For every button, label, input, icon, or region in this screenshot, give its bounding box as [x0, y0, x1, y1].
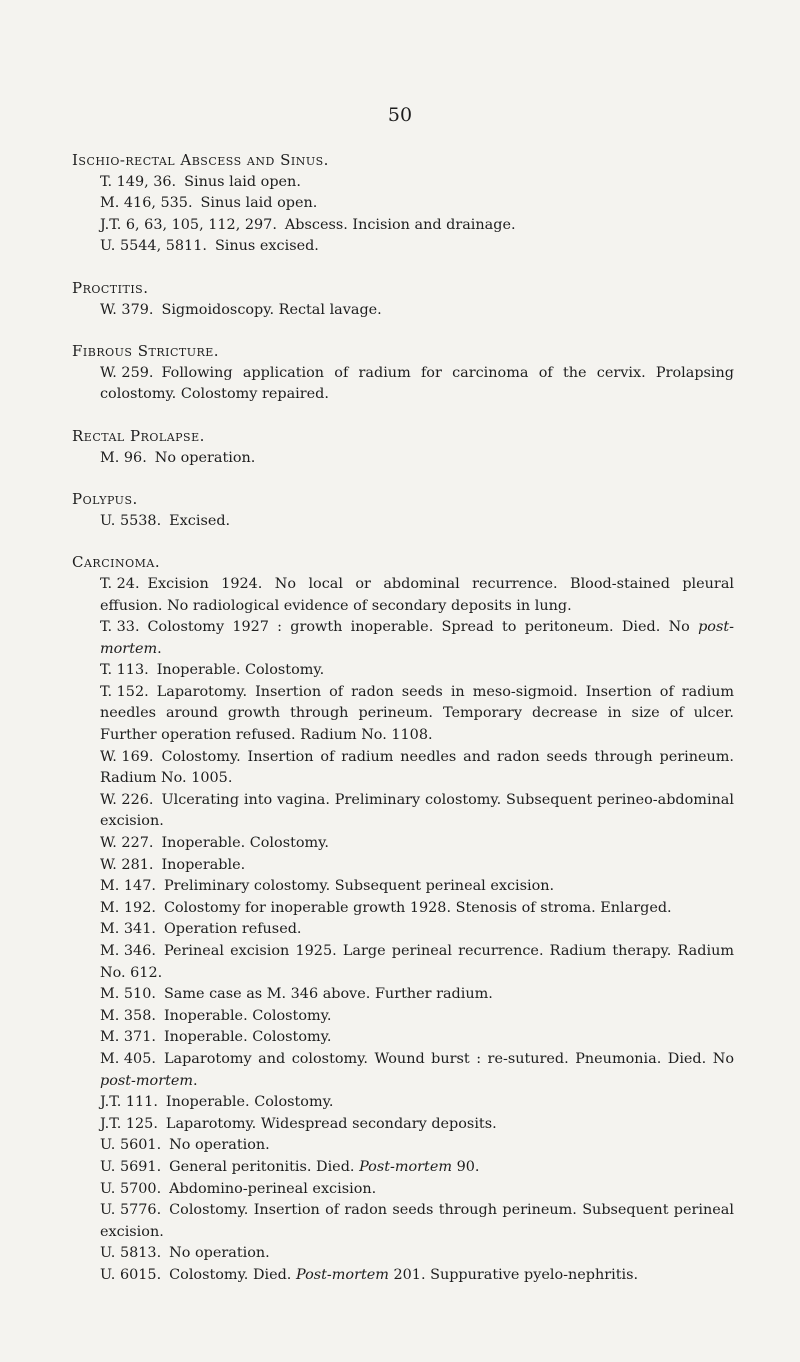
case-reference: T. 113. [100, 662, 149, 679]
section-heading: Fibrous Stricture. [72, 342, 220, 361]
case-reference: U. 5700. [100, 1180, 162, 1197]
case-entry [72, 1157, 734, 1179]
section-heading: Proctitis. [72, 278, 149, 297]
case-reference: U. 6015. [100, 1266, 162, 1283]
case-reference: M. 147. [100, 878, 156, 895]
case-notes: Sigmoidoscopy. Rectal lavage. [161, 301, 382, 318]
section [72, 278, 734, 321]
case-entry [72, 363, 734, 406]
case-notes: No operation. [169, 1137, 270, 1154]
case-entry [72, 984, 734, 1006]
case-entry [72, 747, 734, 790]
case-entry [72, 1049, 734, 1092]
section [72, 489, 734, 532]
case-entry [72, 1006, 734, 1028]
section-heading: Carcinoma. [72, 553, 161, 572]
case-notes: Sinus laid open. [200, 195, 318, 212]
case-notes: Abscess. Incision and drainage. [284, 216, 516, 233]
case-entry [72, 1265, 734, 1287]
case-entry [72, 1092, 734, 1114]
case-entry [72, 1179, 734, 1201]
case-entry [72, 876, 734, 898]
case-entry [72, 833, 734, 855]
case-reference: T. 24. [100, 575, 140, 592]
case-reference: M. 346. [100, 943, 156, 959]
section [72, 150, 734, 258]
case-entry [72, 941, 734, 984]
case-entry [72, 511, 734, 533]
case-notes: Inoperable. Colostomy. [165, 1094, 334, 1111]
case-entry [72, 855, 734, 877]
section [72, 552, 734, 1286]
case-entry [72, 1114, 734, 1136]
case-entry [72, 574, 734, 617]
case-reference: U. 5538. [100, 512, 162, 529]
case-notes: Sinus laid open. [184, 173, 301, 190]
case-reference: T. 152. [100, 683, 149, 700]
case-entry [72, 1135, 734, 1157]
case-reference: U. 5776. [100, 1202, 162, 1219]
case-reference: T. 149, 36. [100, 173, 177, 190]
case-reference: W. 169. [100, 748, 154, 765]
case-notes: Inoperable. Colostomy. [163, 1029, 332, 1046]
case-reference: U. 5544, 5811. [100, 238, 207, 255]
case-notes: Laparotomy. Insertion of radon seeds in meso-sigmoid. Insertion of radium needles around growth through perineum. Temporary decrease in size of ulcer. Further operation refused. Radium No. 1108. [100, 683, 734, 744]
case-notes: Same case as M. 346 above. Further radium. [163, 986, 493, 1003]
case-notes: Inoperable. Colostomy. [163, 1007, 332, 1024]
case-reference: T. 33. [100, 619, 140, 636]
case-entry [72, 172, 734, 194]
case-notes: No operation. [154, 449, 256, 466]
case-notes: Ulcerating into vagina. Preliminary colostomy. Subsequent perineo-abdominal excision. [100, 791, 734, 830]
section-heading: Rectal Prolapse. [72, 426, 205, 445]
case-entry [72, 660, 734, 682]
case-reference: J.T. 111. [100, 1094, 158, 1111]
case-reference: M. 510. [100, 986, 156, 1003]
case-notes: Operation refused. [163, 921, 302, 938]
section [72, 426, 734, 469]
case-reference: M. 416, 535. [100, 195, 193, 212]
case-entry [72, 1243, 734, 1265]
case-reference: U. 5691. [100, 1158, 162, 1175]
case-entry [72, 898, 734, 920]
case-notes: Preliminary colostomy. Subsequent perineal excision. [163, 878, 555, 895]
case-reference: M. 405. [100, 1050, 156, 1067]
case-reference: W. 281. [100, 856, 154, 873]
case-notes: Colostomy for inoperable growth 1928. Stenosis of stroma. Enlarged. [163, 899, 672, 916]
case-reference: M. 341. [100, 921, 156, 938]
case-reference: M. 192. [100, 899, 156, 916]
case-entry [72, 919, 734, 941]
section-heading: Polypus. [72, 490, 138, 509]
case-entry [72, 1200, 734, 1243]
case-notes: Colostomy. Died. Post-mortem 201. Suppurative pyelo-nephritis. [169, 1266, 639, 1283]
case-entry [72, 617, 734, 660]
case-notes: Excision 1924. No local or abdominal recurrence. Blood-stained pleural effusion. No radiological evidence of secondary deposits in lung. [100, 575, 734, 614]
case-reference: W. 226. [100, 791, 154, 808]
case-reference: M. 358. [100, 1007, 156, 1024]
case-notes: Colostomy 1927 : growth inoperable. Spread to peritoneum. Died. No post-mortem. [100, 619, 734, 657]
case-entry [72, 448, 734, 470]
section-heading: Ischio-rectal Abscess and Sinus. [72, 151, 329, 169]
case-notes: Excised. [169, 512, 231, 529]
case-reference: W. 259. [100, 364, 154, 381]
case-notes: Perineal excision 1925. Large perineal recurrence. Radium therapy. Radium No. 612. [100, 943, 734, 981]
case-notes: No operation. [169, 1245, 270, 1262]
case-notes: Colostomy. Insertion of radium needles and radon seeds through perineum. Radium No. 1005. [100, 748, 734, 787]
page-number: 50 [387, 104, 413, 126]
case-entry [72, 1027, 734, 1049]
document-body [72, 150, 734, 1307]
case-notes: Laparotomy and colostomy. Wound burst : re-sutured. Pneumonia. Died. No post-mortem. [100, 1050, 734, 1089]
case-notes: General peritonitis. Died. Post-mortem 90. [169, 1158, 480, 1175]
case-notes: Abdomino-perineal excision. [169, 1180, 377, 1197]
case-notes: Colostomy. Insertion of radon seeds through perineum. Subsequent perineal excision. [100, 1202, 734, 1240]
case-notes: Following application of radium for carcinoma of the cervix. Prolapsing colostomy. Colostomy repaired. [100, 364, 734, 403]
case-reference: J.T. 6, 63, 105, 112, 297. [100, 216, 277, 233]
case-entry [72, 790, 734, 833]
case-entry [72, 193, 734, 215]
case-reference: W. 227. [100, 835, 154, 852]
case-reference: M. 96. [100, 449, 147, 466]
case-notes: Sinus excised. [214, 238, 319, 255]
section [72, 341, 734, 406]
case-reference: M. 371. [100, 1029, 156, 1046]
case-notes: Inoperable. Colostomy. [156, 662, 325, 679]
case-entry [72, 215, 734, 237]
case-entry [72, 236, 734, 258]
case-notes: Laparotomy. Widespread secondary deposits. [165, 1115, 497, 1132]
case-reference: U. 5813. [100, 1245, 162, 1262]
case-reference: W. 379. [100, 301, 154, 318]
case-reference: U. 5601. [100, 1137, 162, 1154]
case-entry [72, 682, 734, 747]
case-reference: J.T. 125. [100, 1115, 158, 1132]
case-notes: Inoperable. [161, 856, 246, 873]
case-entry [72, 300, 734, 322]
case-notes: Inoperable. Colostomy. [161, 835, 329, 852]
